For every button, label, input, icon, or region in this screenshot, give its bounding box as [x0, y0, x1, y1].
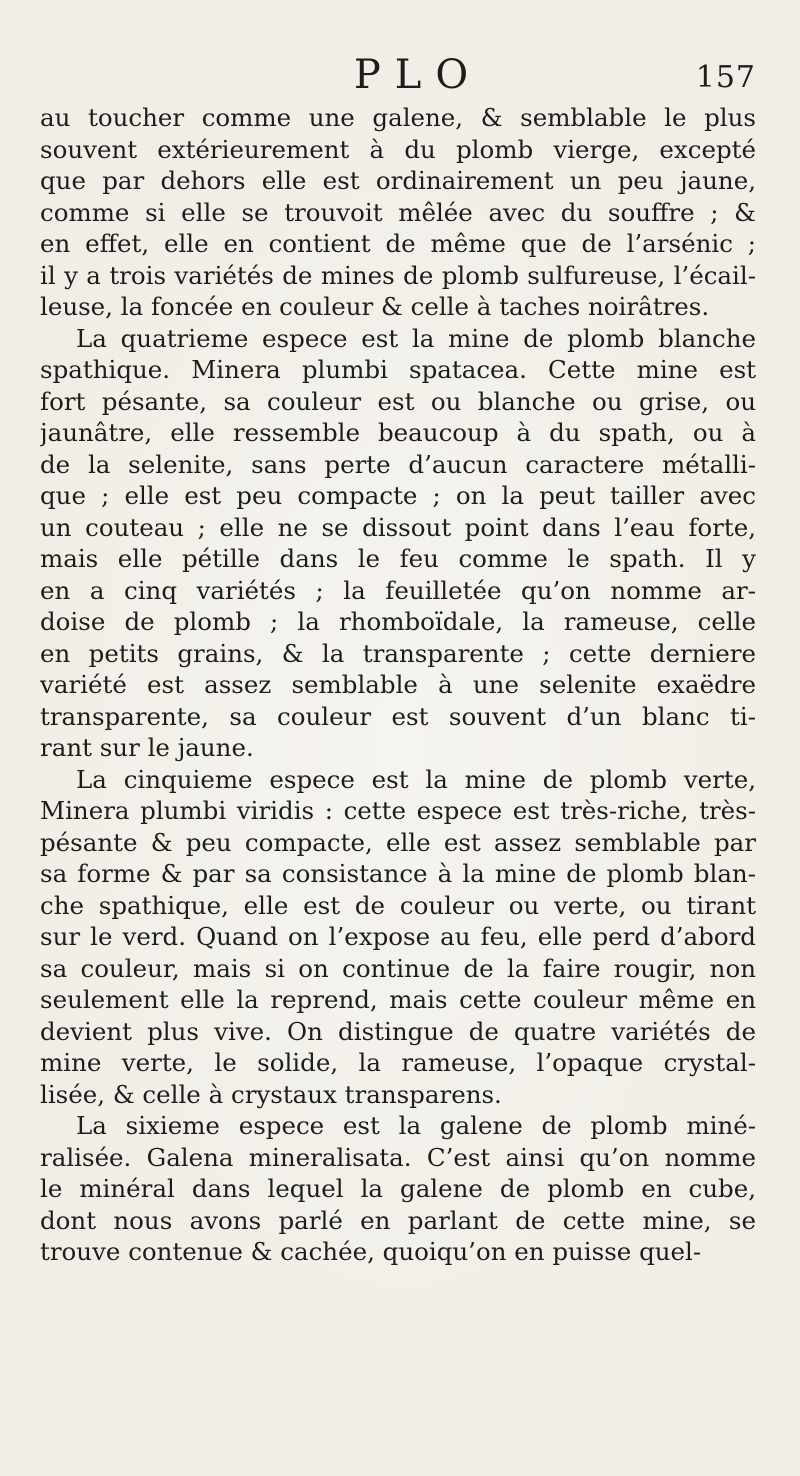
running-head: PLO	[353, 52, 483, 98]
text-line: La sixieme espece est la galene de plomb miné-	[76, 1111, 756, 1140]
text-line: en petits grains, & la transparente ; cette derniere	[40, 638, 756, 668]
text-line: mine verte, le solide, la rameuse, l’opaque crystal-	[40, 1048, 756, 1077]
text-line: ralisée. Galena mineralisata. C’est ainsi qu’on nomme	[40, 1142, 756, 1172]
body-text	[40, 102, 756, 1268]
text-line: au toucher comme une galene, & semblable le plus	[40, 103, 756, 132]
text-line: leuse, la foncée en couleur & celle à taches noirâtres.	[40, 292, 710, 321]
text-line: doise de plomb ; la rhomboïdale, la rameuse, celle	[40, 607, 756, 636]
text-line: sa forme & par sa consistance à la mine de plomb blan-	[40, 859, 756, 888]
paragraph-sixieme-espece	[40, 1110, 756, 1268]
text-line: jaunâtre, elle ressemble beaucoup à du spath, ou à	[40, 418, 756, 447]
text-line: transparente, sa couleur est souvent d’un blanc ti-	[40, 701, 756, 731]
text-line: en effet, elle en contient de même que de l’arsénic ;	[40, 229, 756, 258]
text-line: devient plus vive. On distingue de quatre variétés de	[40, 1016, 756, 1046]
text-line: que par dehors elle est ordinairement un peu jaune,	[40, 166, 756, 195]
text-line: que ; elle est peu compacte ; on la peut tailler avec	[40, 481, 756, 510]
text-line: sa couleur, mais si on continue de la faire rougir, non	[40, 953, 756, 983]
paragraph-continuation	[40, 102, 756, 323]
text-line: pésante & peu compacte, elle est assez semblable par	[40, 827, 756, 857]
text-line: comme si elle se trouvoit mêlée avec du souffre ; &	[40, 197, 756, 227]
text-line: rant sur le jaune.	[40, 733, 254, 762]
page-header	[40, 52, 756, 98]
paragraph-cinquieme-espece	[40, 764, 756, 1111]
text-line: seulement elle la reprend, mais cette couleur même en	[40, 985, 756, 1014]
paragraph-quatrieme-espece	[40, 323, 756, 764]
text-line: La quatrieme espece est la mine de plomb blanche	[76, 323, 756, 353]
page-number: 157	[695, 60, 756, 95]
text-line: de la selenite, sans perte d’aucun caractere métalli-	[40, 449, 756, 479]
text-line: souvent extérieurement à du plomb vierge, excepté	[40, 134, 756, 164]
text-line: lisée, & celle à crystaux transparens.	[40, 1079, 502, 1109]
text-line: en a cinq variétés ; la feuilletée qu’on nomme ar-	[40, 575, 756, 605]
text-line: fort pésante, sa couleur est ou blanche ou grise, ou	[40, 386, 756, 416]
text-line: mais elle pétille dans le feu comme le spath. Il y	[40, 544, 756, 573]
text-line: La cinquieme espece est la mine de plomb verte,	[76, 764, 756, 794]
text-line: le minéral dans lequel la galene de plomb en cube,	[40, 1174, 756, 1203]
text-line: spathique. Minera plumbi spatacea. Cette mine est	[40, 355, 756, 384]
text-line: trouve contenue & cachée, quoiqu’on en puisse quel-	[40, 1237, 702, 1266]
text-line: dont nous avons parlé en parlant de cette mine, se	[40, 1205, 756, 1235]
text-line: Minera plumbi viridis : cette espece est très-riche, très-	[40, 796, 756, 825]
text-line: sur le verd. Quand on l’expose au feu, elle perd d’abord	[40, 922, 756, 951]
text-line: variété est assez semblable à une selenite exaëdre	[40, 670, 756, 699]
text-line: il y a trois variétés de mines de plomb sulfureuse, l’écail-	[40, 260, 756, 290]
text-line: un couteau ; elle ne se dissout point dans l’eau forte,	[40, 512, 756, 542]
text-line: che spathique, elle est de couleur ou verte, ou tirant	[40, 890, 756, 920]
